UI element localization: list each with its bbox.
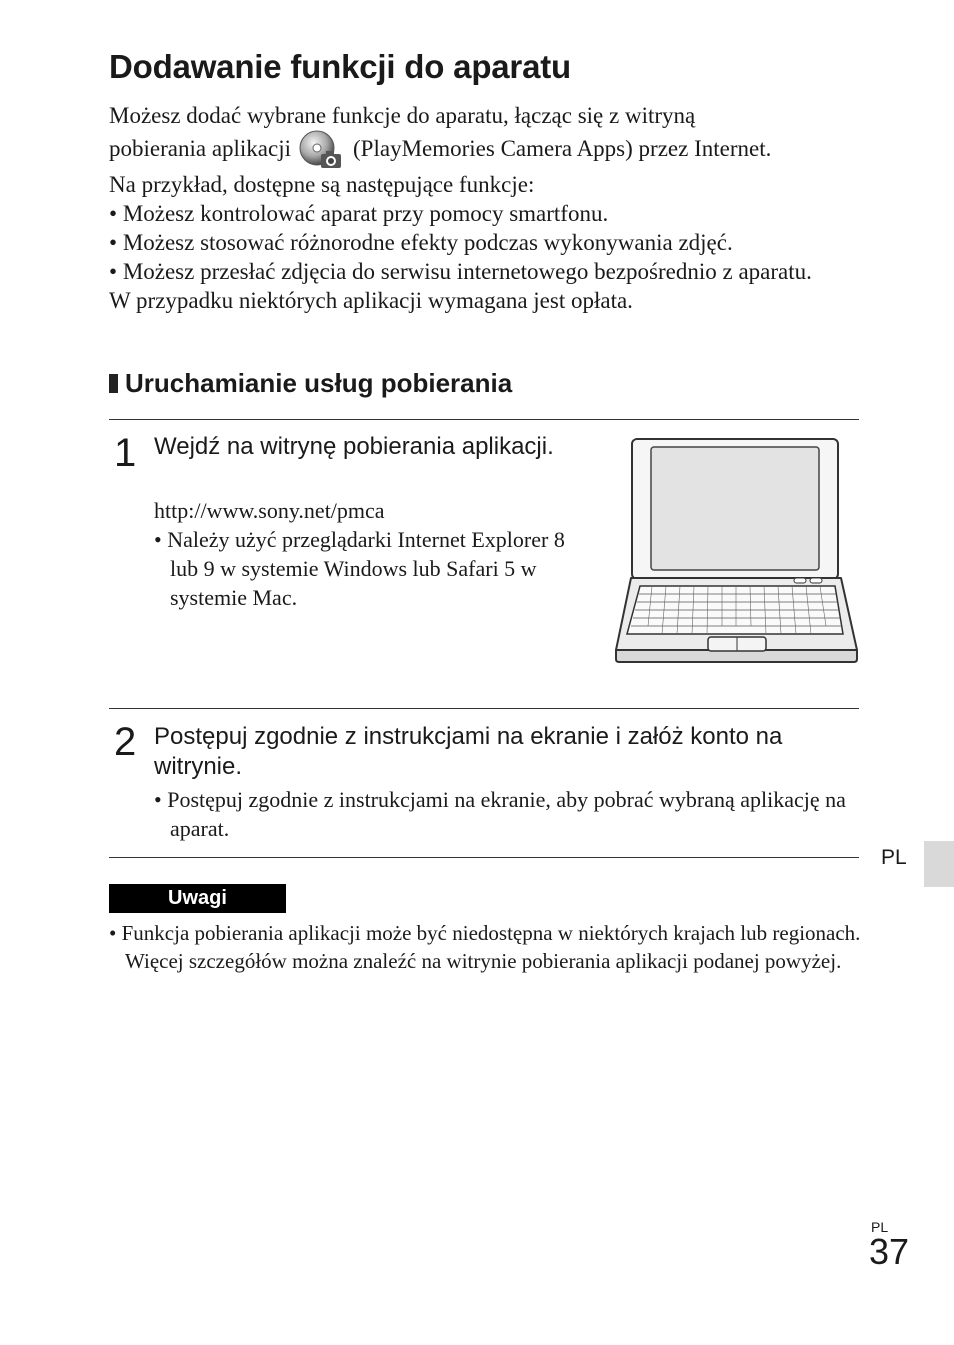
intro-text-before-icon: pobierania aplikacji [109, 136, 292, 161]
step-1-url: http://www.sony.net/pmca [154, 498, 385, 523]
intro-line: Na przykład, dostępne są następujące funkcje: [109, 172, 535, 197]
step-2-bullet: • Postępuj zgodnie z instrukcjami na ekranie, aby pobrać wybraną aplikację na aparat. [154, 787, 846, 841]
intro-text [109, 101, 869, 315]
intro-closing: W przypadku niektórych aplikacji wymagana jest opłata. [109, 288, 633, 313]
divider [109, 419, 859, 420]
step-1-number: 1 [114, 431, 137, 475]
notes-label: Uwagi [109, 884, 286, 913]
playmemories-camera-apps-icon [297, 130, 345, 170]
divider [109, 857, 859, 858]
feature-bullet: • Możesz stosować różnorodne efekty podczas wykonywania zdjęć. [109, 230, 733, 255]
page-number: 37 [869, 1231, 910, 1272]
divider [109, 708, 859, 709]
language-side-tab [924, 841, 954, 887]
footer-language: PL [871, 1219, 889, 1235]
intro-line: Możesz dodać wybrane funkcje do aparatu, łącząc się z witryną [109, 103, 696, 128]
step-1-bullet: • Należy użyć przeglądarki Internet Explorer 8 lub 9 w systemie Windows lub Safari 5 w systemie Mac. [154, 527, 565, 610]
step-1-title: Wejdź na witrynę pobierania aplikacji. [154, 433, 554, 460]
intro-text-after-icon: (PlayMemories Camera Apps) przez Internet. [353, 136, 772, 161]
intro-line-with-icon [109, 130, 869, 170]
notes-bullet: • Funkcja pobierania aplikacji może być niedostępna w niektórych krajach lub regionach. Więcej szczegółów można znaleźć na witrynie pobierania aplikacji podanej powyżej. [109, 921, 861, 973]
feature-bullet: • Możesz kontrolować aparat przy pomocy smartfonu. [109, 201, 609, 226]
section-heading: Uruchamianie usług pobierania [109, 368, 512, 399]
language-side-label: PL [881, 846, 907, 869]
step-2-number: 2 [114, 720, 137, 764]
step-2-title: Postępuj zgodnie z instrukcjami na ekranie i załóż konto na witrynie. [154, 723, 783, 780]
page-title: Dodawanie funkcji do aparatu [109, 48, 571, 85]
laptop-illustration [612, 436, 860, 666]
section-marker-icon [109, 374, 118, 393]
feature-bullet: • Możesz przesłać zdjęcia do serwisu internetowego bezpośrednio z aparatu. [109, 259, 812, 284]
